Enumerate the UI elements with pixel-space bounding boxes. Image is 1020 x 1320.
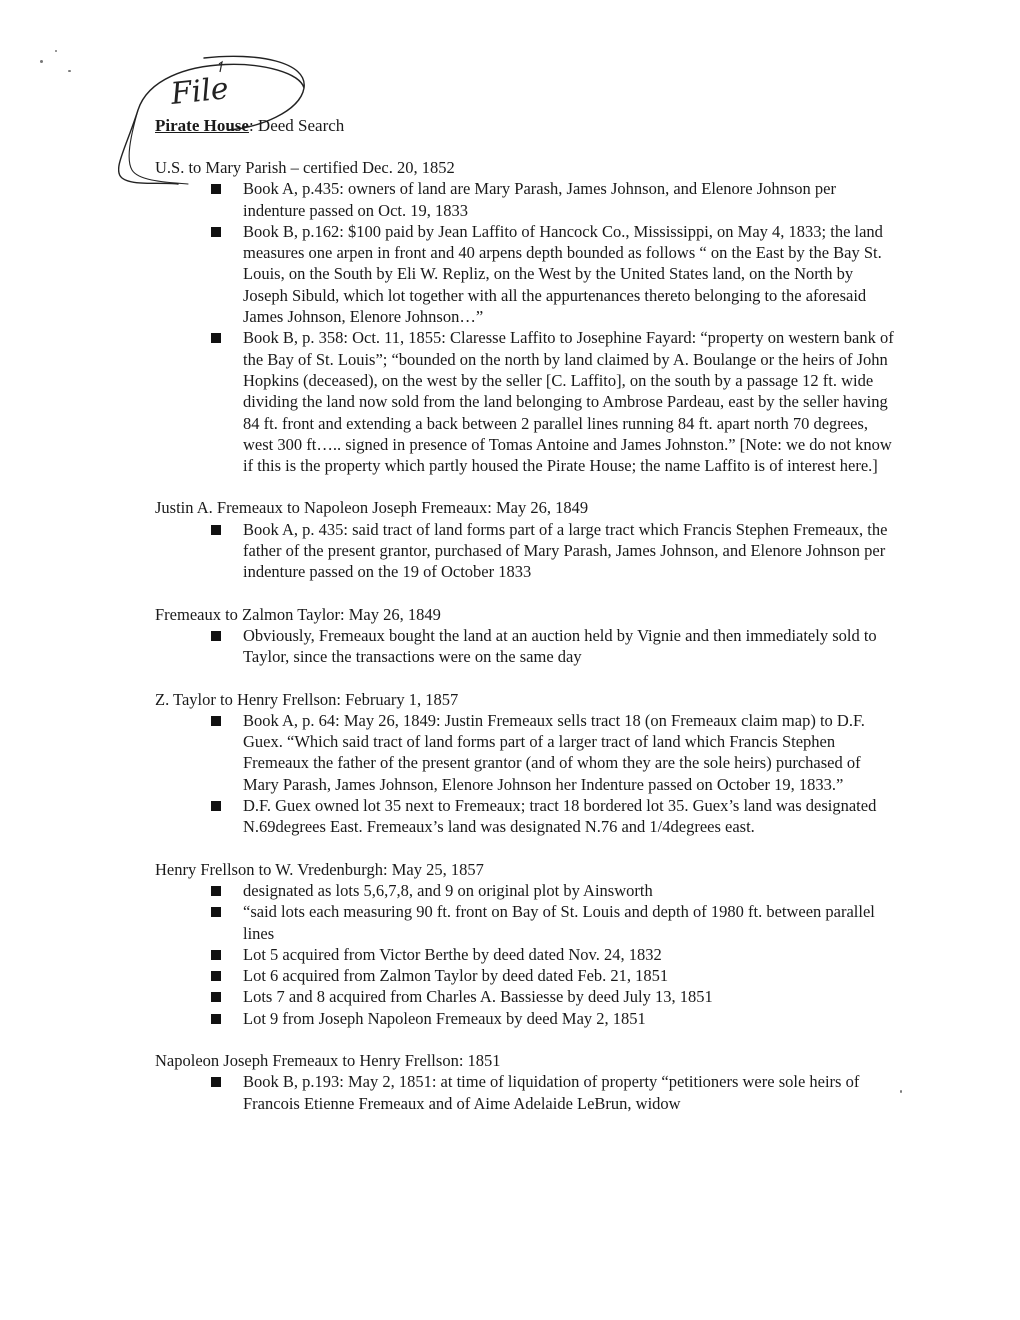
bullet-list	[155, 1071, 895, 1114]
list-item	[243, 178, 895, 221]
section-heading: U.S. to Mary Parish – certified Dec. 20, 1852	[155, 158, 455, 177]
deed-section	[155, 157, 895, 476]
bullet-icon	[211, 716, 221, 726]
list-item-text: Book B, p.193: May 2, 1851: at time of liquidation of property “petitioners were sole heirs of Francois Etienne Fremeaux and of Aime Adelaide LeBrun, widow	[243, 1072, 860, 1113]
bullet-icon	[211, 227, 221, 237]
list-item	[243, 880, 895, 901]
scan-speck	[40, 60, 43, 63]
handwritten-mark	[219, 62, 222, 72]
list-item-text: designated as lots 5,6,7,8, and 9 on original plot by Ainsworth	[243, 880, 653, 900]
scan-speck	[55, 50, 57, 52]
list-item-text: Book A, p. 435: said tract of land forms part of a large tract which Francis Stephen Fremeaux, the father of the present grantor, purchased of Mary Parash, James Johnson, and Elenore Johnson per indenture passed on the 19 of October 1833	[243, 519, 888, 582]
list-item	[243, 795, 895, 838]
list-item-text: Book B, p. 358: Oct. 11, 1855: Claresse Laffito to Josephine Fayard: “property on western bank of the Bay of St. Louis”; “bounded on the north by land claimed by A. Boulange or the heirs of John Hopkins (deceased), on the west by the seller [C. Laffito], on the south by a passage 12 ft. wide dividing the land now sold from the land belonging to Ambrose Pardeau, east by the seller having 84 ft. front and extending a back between 2 parallel lines running 84 ft. apart north 70 degrees, west 300 ft….. signed in presence of Tomas Antoine and James Johnston.” [Note: we do not know if this is the property which partly housed the Pirate House; the name Laffito is of interest here.]	[243, 328, 894, 476]
scan-speck	[68, 70, 71, 72]
section-heading: Z. Taylor to Henry Frellson: February 1, 1857	[155, 689, 459, 709]
bullet-icon	[211, 886, 221, 896]
scan-speck	[900, 1090, 902, 1093]
document-title-main: Pirate House	[155, 116, 249, 135]
bullet-icon	[211, 950, 221, 960]
bullet-list	[155, 519, 895, 583]
section-heading: Henry Frellson to W. Vredenburgh: May 25, 1857	[155, 859, 484, 879]
bullet-icon	[211, 992, 221, 1002]
bullet-list	[155, 178, 895, 476]
list-item-text: Obviously, Fremeaux bought the land at an auction held by Vignie and then immediately sold to Taylor, since the transactions were on the same day	[243, 625, 877, 667]
list-item-text: Lot 9 from Joseph Napoleon Fremeaux by deed May 2, 1851	[243, 1008, 646, 1028]
list-item-text: Book B, p.162: $100 paid by Jean Laffito of Hancock Co., Mississippi, on May 4, 1833; the land measures one arpen in front and 40 arpens depth bounded as follows “ on the East by the Bay St. Louis, on the South by Eli W. Repliz, on the West by the United States land, on the North by Joseph Sibuld, which lot together with all the appurtenances thereto belonging to the aforesaid James Johnson, Elenore Johnson…”	[243, 221, 883, 327]
section-heading: Fremeaux to Zalmon Taylor: May 26, 1849	[155, 604, 441, 624]
deed-section	[155, 604, 895, 668]
list-item-text: “said lots each measuring 90 ft. front on Bay of St. Louis and depth of 1980 ft. between parallel lines	[243, 902, 875, 943]
list-item	[243, 901, 895, 944]
list-item	[243, 965, 895, 986]
bullet-icon	[211, 525, 221, 535]
bullet-icon	[211, 1077, 221, 1087]
deed-section	[155, 1050, 895, 1114]
list-item-text: Lots 7 and 8 acquired from Charles A. Bassiesse by deed July 13, 1851	[243, 987, 713, 1007]
bullet-icon	[211, 333, 221, 343]
list-item	[243, 519, 895, 583]
bullet-icon	[211, 1014, 221, 1024]
section-heading: Napoleon Joseph Fremeaux to Henry Frellson: 1851	[155, 1050, 501, 1070]
bullet-list	[155, 880, 895, 1029]
document-title	[155, 116, 344, 136]
list-item	[243, 625, 895, 668]
list-item	[243, 327, 895, 476]
bullet-list	[155, 710, 895, 838]
list-item	[243, 221, 895, 327]
bullet-icon	[211, 801, 221, 811]
list-item-text: D.F. Guex owned lot 35 next to Fremeaux; tract 18 bordered lot 35. Guex’s land was designated N.69degrees East. Fremeaux’s land was designated N.76 and 1/4degrees east.	[243, 796, 877, 837]
bullet-icon	[211, 907, 221, 917]
document-title-suffix: : Deed Search	[248, 116, 345, 135]
list-item	[243, 1008, 895, 1029]
handwritten-file-note: File	[169, 71, 231, 112]
list-item	[243, 1071, 895, 1114]
deed-section	[155, 497, 895, 582]
bullet-icon	[211, 631, 221, 641]
bullet-icon	[211, 184, 221, 194]
section-heading: Justin A. Fremeaux to Napoleon Joseph Fremeaux: May 26, 1849	[155, 498, 589, 518]
list-item-text: Lot 5 acquired from Victor Berthe by deed dated Nov. 24, 1832	[243, 944, 662, 964]
deed-list	[155, 157, 895, 1135]
bullet-icon	[211, 971, 221, 981]
deed-section	[155, 689, 895, 838]
list-item-text: Lot 6 acquired from Zalmon Taylor by deed dated Feb. 21, 1851	[243, 966, 669, 986]
list-item-text: Book A, p.435: owners of land are Mary Parash, James Johnson, and Elenore Johnson per indenture passed on Oct. 19, 1833	[243, 179, 836, 220]
list-item	[243, 944, 895, 965]
list-item	[243, 710, 895, 795]
list-item	[243, 986, 895, 1007]
bullet-list	[155, 625, 895, 668]
list-item-text: Book A, p. 64: May 26, 1849: Justin Fremeaux sells tract 18 (on Fremeaux claim map) to D.F. Guex. “Which said tract of land forms part of a larger tract of land which Francis Stephen Fremeaux the father of the present grantor (and of whom they are the sole heirs) purchased of Mary Parash, James Johnson, Elenore Johnson her Indenture passed on October 19, 1833.”	[243, 710, 865, 794]
deed-section	[155, 859, 895, 1029]
